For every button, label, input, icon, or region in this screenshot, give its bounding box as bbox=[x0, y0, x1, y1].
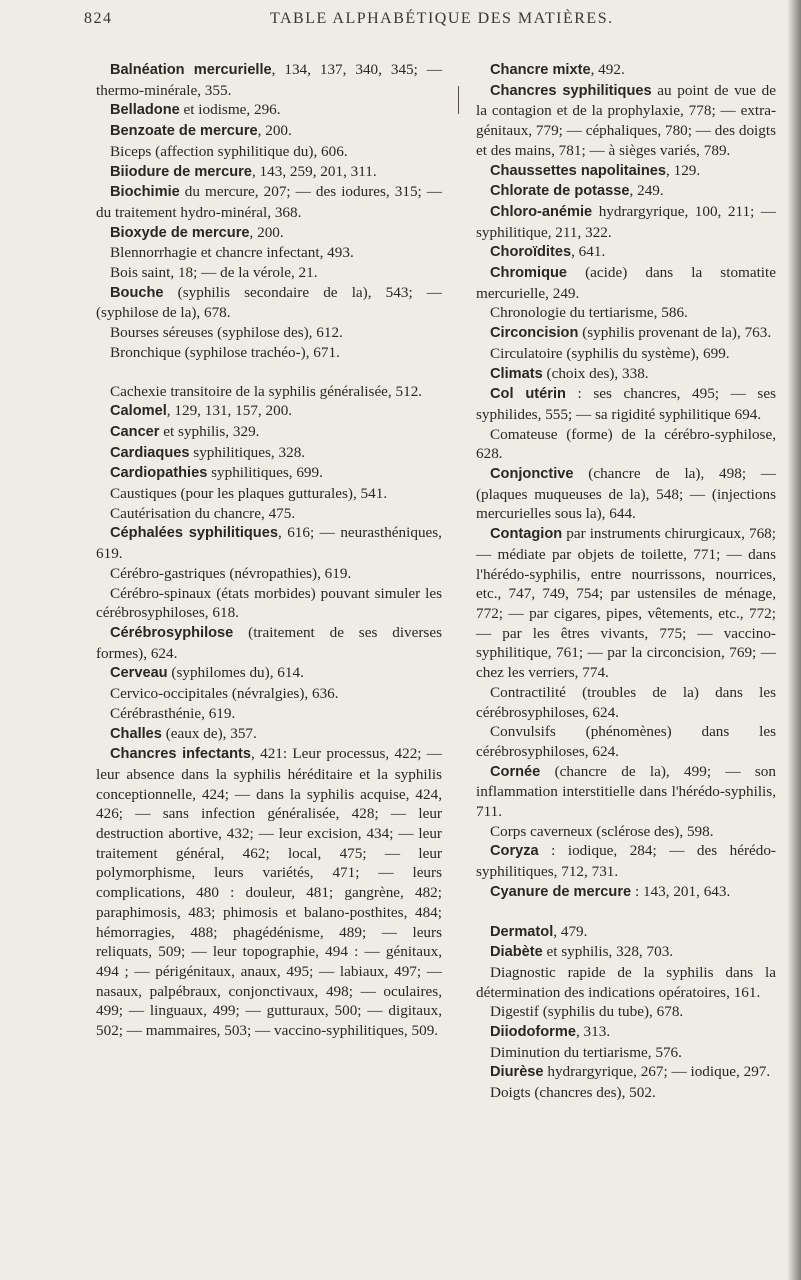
index-entry bbox=[476, 822, 776, 842]
index-references: , 492. bbox=[590, 61, 625, 78]
index-references: (états morbides) pouvant simuler les cérébrosyphiloses, 618. bbox=[96, 584, 442, 622]
index-entry bbox=[96, 744, 442, 1041]
index-entry bbox=[476, 762, 776, 822]
index-headword: Chloro-anémie bbox=[490, 203, 593, 220]
index-references: syphilitiques, 699. bbox=[207, 464, 323, 482]
index-headword: Circoncision bbox=[490, 325, 579, 342]
index-references: par instruments chirurgicaux, 768; — médiate par objets de toilette, 771; — dans l'hérédo-syphilis, entre nourrissons, nourrices, etc., 747, 749, 754; par ustensiles de ménage, 772; — par cigares, pipes, vêtements, etc., 772; — par les êtres vivants, 775; — vaccino-syphilitique, 761; — par la circoncision, 769; — chez les verriers, 774. bbox=[476, 525, 776, 682]
index-entry bbox=[476, 963, 776, 1002]
section-gap bbox=[96, 363, 442, 382]
index-references: : ses chancres, 495; — ses syphilides, 555; — sa rigidité syphilitique 694. bbox=[476, 385, 776, 423]
index-entry bbox=[476, 1022, 776, 1043]
index-entry bbox=[96, 623, 442, 663]
index-headword: Comateuse bbox=[490, 425, 558, 443]
index-references: (forme) de la cérébro-syphilose, 628. bbox=[476, 425, 776, 463]
index-headword: Cervico-occipitales bbox=[110, 685, 229, 703]
index-headword: Bouche bbox=[110, 284, 164, 301]
index-headword: Chronologie bbox=[490, 304, 566, 322]
index-column-right bbox=[476, 60, 776, 1103]
index-headword: Chaussettes napolitaines bbox=[490, 162, 666, 179]
index-headword: Cérébrosyphilose bbox=[110, 624, 234, 641]
index-references: : 143, 201, 643. bbox=[631, 882, 731, 900]
index-entry bbox=[96, 523, 442, 563]
index-references: , 616; — neurasthéniques, 619. bbox=[96, 524, 442, 563]
index-headword: Diurèse bbox=[490, 1064, 544, 1081]
index-entry bbox=[476, 524, 776, 683]
index-entry bbox=[476, 464, 776, 524]
index-references: hydrargyrique, 100, 211; — syphilitique, 211, 322. bbox=[476, 202, 776, 241]
index-references: (traitement de ses diverses formes), 624. bbox=[96, 623, 442, 662]
index-entry bbox=[476, 202, 776, 242]
index-references: et syphilis, 328, 703. bbox=[542, 943, 674, 961]
index-entry bbox=[96, 484, 442, 504]
index-references: , 200. bbox=[257, 122, 292, 140]
index-references: et iodisme, 296. bbox=[179, 101, 281, 119]
index-entry bbox=[96, 162, 442, 183]
index-entry bbox=[96, 223, 442, 244]
index-headword: Cardiopathies bbox=[110, 465, 208, 482]
page-edge-shadow bbox=[787, 0, 801, 1280]
index-headword: Caustiques bbox=[110, 485, 177, 503]
index-entry bbox=[476, 1002, 776, 1022]
index-references: (névralgies), 636. bbox=[228, 685, 339, 703]
index-entry bbox=[96, 504, 442, 524]
index-entry bbox=[476, 263, 776, 303]
index-references: , 641. bbox=[571, 243, 606, 261]
index-entry bbox=[476, 303, 776, 323]
index-references: (syphilose trachéo-), 671. bbox=[180, 343, 340, 361]
index-entry bbox=[476, 344, 776, 364]
index-references: (pour les plaques gutturales), 541. bbox=[176, 485, 388, 503]
index-references: , 479. bbox=[553, 922, 588, 940]
index-entry bbox=[96, 343, 442, 363]
index-entry bbox=[96, 121, 442, 142]
index-references: (eaux de), 357. bbox=[161, 724, 257, 742]
index-entry bbox=[96, 463, 442, 484]
index-headword: Climats bbox=[490, 365, 543, 382]
index-headword: Cérébro-gastriques bbox=[110, 564, 226, 582]
index-references: : iodique, 284; — des hérédo-syphilitiques, 712, 731. bbox=[476, 842, 776, 881]
index-headword: Dermatol bbox=[490, 923, 554, 940]
index-references: (acide) dans la stomatite mercurielle, 249. bbox=[476, 264, 776, 302]
index-headword: Cornée bbox=[490, 763, 541, 780]
index-entry bbox=[476, 323, 776, 344]
index-references: , 619. bbox=[201, 704, 236, 722]
index-headword: Challes bbox=[110, 725, 162, 742]
index-headword: Biiodure de mercure bbox=[110, 163, 252, 180]
index-entry bbox=[96, 263, 442, 283]
index-headword: Cerveau bbox=[110, 665, 168, 682]
index-headword: Conjonctive bbox=[490, 466, 574, 483]
index-headword: Col utérin bbox=[490, 386, 566, 403]
index-references: , 313. bbox=[575, 1023, 611, 1041]
index-entry bbox=[476, 161, 776, 182]
index-headword: Cachexie bbox=[110, 382, 167, 400]
index-headword: Chancres syphilitiques bbox=[490, 82, 652, 99]
index-references: , 143, 259, 201, 311. bbox=[251, 162, 377, 180]
section-gap bbox=[476, 903, 776, 922]
index-references: transitoire de la syphilis généralisée, 512. bbox=[166, 382, 423, 400]
index-headword: Biceps bbox=[110, 142, 152, 160]
index-headword: Cardiaques bbox=[110, 444, 190, 461]
index-column-left bbox=[96, 60, 442, 1041]
index-entry bbox=[476, 384, 776, 424]
index-entry bbox=[476, 722, 776, 761]
index-references: et syphilis, 329. bbox=[159, 422, 260, 440]
index-headword: Bronchique bbox=[110, 343, 181, 361]
index-headword: Céphalées syphilitiques bbox=[110, 525, 278, 542]
index-entry bbox=[476, 1062, 776, 1083]
index-references: (syphilis provenant de la), 763. bbox=[578, 324, 772, 342]
index-references: syphilitiques, 328. bbox=[189, 443, 306, 461]
index-entry bbox=[96, 422, 442, 443]
index-references: , 18; — de la vérole, 21. bbox=[170, 264, 318, 282]
index-references: séreuses (syphilose des), 612. bbox=[158, 324, 343, 342]
index-entry bbox=[476, 841, 776, 881]
index-entry bbox=[96, 704, 442, 724]
index-entry bbox=[96, 142, 442, 162]
index-headword: Calomel bbox=[110, 403, 167, 420]
index-references: (syphilomes du), 614. bbox=[167, 664, 304, 682]
index-entry bbox=[96, 584, 442, 623]
index-references: , 200. bbox=[249, 223, 284, 241]
index-headword: Benzoate de mercure bbox=[110, 123, 258, 140]
index-entry bbox=[476, 242, 776, 263]
index-entry bbox=[96, 564, 442, 584]
index-entry bbox=[96, 323, 442, 343]
index-headword: Corps bbox=[490, 822, 527, 840]
index-entry bbox=[476, 364, 776, 385]
index-headword: Cautérisation bbox=[110, 504, 191, 522]
index-references: (chancre de la), 498; — (plaques muqueuses de la), 548; — (injections mercurielles sous la), 644. bbox=[476, 465, 776, 523]
index-references: (syphilis du tube), 678. bbox=[538, 1003, 684, 1021]
index-references: (troubles de la) dans les cérébrosyphiloses, 624. bbox=[476, 683, 776, 721]
index-headword: Cérébro-spinaux bbox=[110, 584, 212, 602]
index-headword: Coryza bbox=[490, 843, 539, 860]
index-entry bbox=[96, 443, 442, 464]
index-entry bbox=[96, 663, 442, 684]
index-references: (syphilis secondaire de la), 543; — (syphilose de la), 678. bbox=[96, 283, 442, 322]
index-headword: Contagion bbox=[490, 526, 563, 543]
index-entry bbox=[96, 100, 442, 121]
index-entry bbox=[96, 401, 442, 422]
index-headword: Chromique bbox=[490, 265, 568, 282]
index-entry bbox=[476, 683, 776, 722]
index-entry bbox=[476, 425, 776, 464]
index-headword: Cérébrasthénie bbox=[110, 704, 202, 722]
index-headword: Bioxyde de mercure bbox=[110, 224, 250, 241]
index-references: (névropathies), 619. bbox=[225, 564, 352, 582]
index-headword: Bois saint bbox=[110, 264, 171, 282]
index-headword: Diagnostic bbox=[490, 963, 556, 981]
index-headword: Convulsifs bbox=[490, 723, 556, 741]
index-entry bbox=[476, 60, 776, 81]
index-references: (chancre de la), 499; — son inflammation interstitielle dans l'hérédo-syphilis, 711. bbox=[476, 762, 776, 821]
index-headword: Chancre mixte bbox=[490, 62, 591, 78]
index-headword: Balnéation mercurielle bbox=[110, 62, 272, 78]
index-references: , 249. bbox=[629, 182, 664, 200]
index-references: caverneux (sclérose des), 598. bbox=[526, 822, 714, 840]
index-references: (chancres des), 502. bbox=[530, 1084, 656, 1102]
index-references: (phénomènes) dans les cérébrosyphiloses, 624. bbox=[476, 723, 776, 760]
page-title: TABLE ALPHABÉTIQUE DES MATIÈRES. bbox=[270, 10, 614, 27]
running-header bbox=[70, 6, 770, 34]
index-headword: Cancer bbox=[110, 423, 160, 440]
index-entry bbox=[476, 922, 776, 943]
index-references: du tertiarisme, 576. bbox=[560, 1043, 682, 1061]
index-entry bbox=[476, 181, 776, 202]
index-references: du chancre, 475. bbox=[190, 504, 296, 522]
index-entry bbox=[476, 81, 776, 161]
index-headword: Cyanure de mercure bbox=[490, 883, 632, 900]
index-entry bbox=[96, 684, 442, 704]
index-headword: Bourses bbox=[110, 324, 159, 342]
index-headword: Digestif bbox=[490, 1003, 539, 1021]
index-entry bbox=[476, 942, 776, 963]
index-headword: Chlorate de potasse bbox=[490, 183, 630, 200]
index-references: du mercure, 207; — des iodures, 315; — du traitement hydro-minéral, 368. bbox=[96, 183, 442, 221]
index-headword: Diiodoforme bbox=[490, 1024, 576, 1041]
index-entry bbox=[96, 283, 442, 323]
index-headword: Diminution bbox=[490, 1043, 561, 1061]
index-entry bbox=[96, 382, 442, 402]
index-entry bbox=[96, 243, 442, 263]
index-entry bbox=[476, 1083, 776, 1103]
index-headword: Doigts bbox=[490, 1084, 531, 1102]
index-references: , 421: Leur processus, 422; — leur absence dans la syphilis héréditaire et la syphilis conceptionnelle, 424; — dans la syphilis acquise, 424, 426; — sans infection généralisée, 428; — leur destruction abortive, 432; — leur excision, 434; — leur traitement général, 462; local, 475; — leur polymorphisme, leurs variétés, 471; — leurs complications, 480 : douleur, 481; gangrène, 482; paraphimosis, 483; phimosis et balano-posthites, 484; hémorragies, 488; phagédénisme, 489; — leurs reliquats, 509; — leur topographie, 494 : — génitaux, 494 ; — périgénitaux, anaux, 495; — labiaux, 497; — nasaux, palpébraux, conjonctivaux, 498; — oculaires, 499; — linguaux, 499; — gutturaux, 500; — digitaux, 502; — mammaires, 503; — vaccino-syphilitiques, 509. bbox=[96, 745, 442, 1040]
index-references: du tertiarisme, 586. bbox=[565, 304, 688, 322]
index-entry bbox=[96, 60, 442, 100]
index-headword: Diabète bbox=[490, 944, 543, 961]
index-headword: Contractilité bbox=[490, 683, 566, 701]
index-headword: Biochimie bbox=[110, 184, 180, 201]
index-references: et chancre infectant, 493. bbox=[196, 244, 354, 262]
index-references: , 134, 137, 340, 345; — thermo-minérale, 355. bbox=[96, 61, 442, 99]
column-divider bbox=[458, 86, 459, 114]
index-references: rapide de la syphilis dans la détermination des indications opératoires, 161. bbox=[476, 963, 776, 1001]
index-references: (syphilis du système), 699. bbox=[562, 344, 730, 362]
index-references: au point de vue de la contagion et de la prophylaxie, 778; — extra-génitaux, 779; — céphaliques, 780; — des doigts et des mains, 781; — à sièges variés, 789. bbox=[476, 81, 776, 159]
index-headword: Choroïdites bbox=[490, 244, 572, 261]
index-references: hydrargyrique, 267; — iodique, 297. bbox=[543, 1063, 771, 1081]
index-references: (choix des), 338. bbox=[542, 364, 649, 382]
index-headword: Chancres infectants bbox=[110, 746, 251, 763]
index-headword: Circulatoire bbox=[490, 344, 563, 362]
index-entry bbox=[476, 882, 776, 903]
index-headword: Blennorrhagie bbox=[110, 244, 197, 262]
index-entry bbox=[476, 1043, 776, 1063]
index-headword: Belladone bbox=[110, 102, 180, 119]
page-number: 824 bbox=[84, 10, 113, 27]
index-references: (affection syphilitique du), 606. bbox=[151, 142, 348, 160]
index-entry bbox=[96, 182, 442, 222]
index-references: , 129. bbox=[666, 161, 701, 179]
index-references: , 129, 131, 157, 200. bbox=[166, 402, 293, 420]
index-entry bbox=[96, 724, 442, 745]
